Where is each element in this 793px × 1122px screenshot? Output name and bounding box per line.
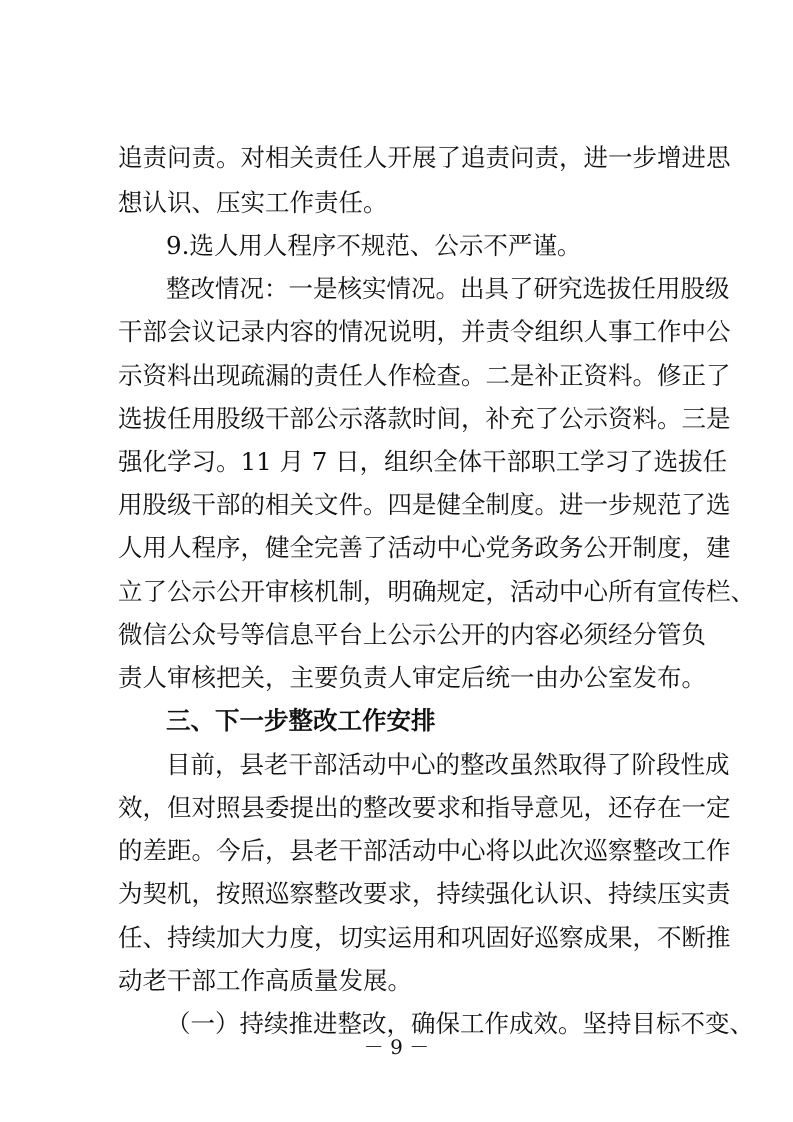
text-line-7: 选拔任用股级干部公示落款时间，补充了公示资料。三是	[118, 404, 731, 433]
text-line-17: 的差距。今后，县老干部活动中心将以此次巡察整改工作	[118, 836, 731, 865]
text-line-2: 想认识、压实工作责任。	[118, 188, 388, 217]
text-line-16: 效，但对照县委提出的整改要求和指导意见，还存在一定	[118, 793, 731, 822]
page-number: － 9 －	[363, 1035, 430, 1059]
text-line-20: 动老干部工作高质量发展。	[118, 966, 412, 995]
text-line-19: 任、持续加大力度，切实运用和巩固好巡察成果，不断推	[118, 923, 731, 952]
text-line-6: 示资料出现疏漏的责任人作检查。二是补正资料。修正了	[118, 361, 731, 390]
text-line-12: 微信公众号等信息平台上公示公开的内容必须经分管负	[118, 620, 706, 649]
subsection-heading: （一）持续推进整改，确保工作成效。坚持目标不变、	[166, 1009, 754, 1038]
text-line-10: 人用人程序，健全完善了活动中心党务政务公开制度，建	[118, 533, 731, 562]
text-line-18: 为契机，按照巡察整改要求，持续强化认识、持续压实责	[118, 879, 731, 908]
text-line-11: 立了公示公开审核机制，明确规定，活动中心所有宣传栏、	[118, 577, 755, 606]
text-line-8: 强化学习。11 月 7 日，组织全体干部职工学习了选拔任	[118, 447, 728, 476]
text-line-9: 用股级干部的相关文件。四是健全制度。进一步规范了选	[118, 490, 731, 519]
text-line-15: 目前，县老干部活动中心的整改虽然取得了阶段性成	[166, 750, 730, 779]
item-9-heading: 9.选人用人程序不规范、公示不严谨。	[166, 231, 582, 260]
text-line-1: 追责问责。对相关责任人开展了追责问责，进一步增进思	[118, 143, 731, 172]
text-line-5: 干部会议记录内容的情况说明，并责令组织人事工作中公	[118, 317, 731, 346]
text-line-4: 整改情况：一是核实情况。出具了研究选拔任用股级	[166, 274, 730, 303]
text-line-13: 责人审核把关，主要负责人审定后统一由办公室发布。	[118, 663, 706, 692]
section-heading: 三、下一步整改工作安排	[166, 706, 436, 735]
